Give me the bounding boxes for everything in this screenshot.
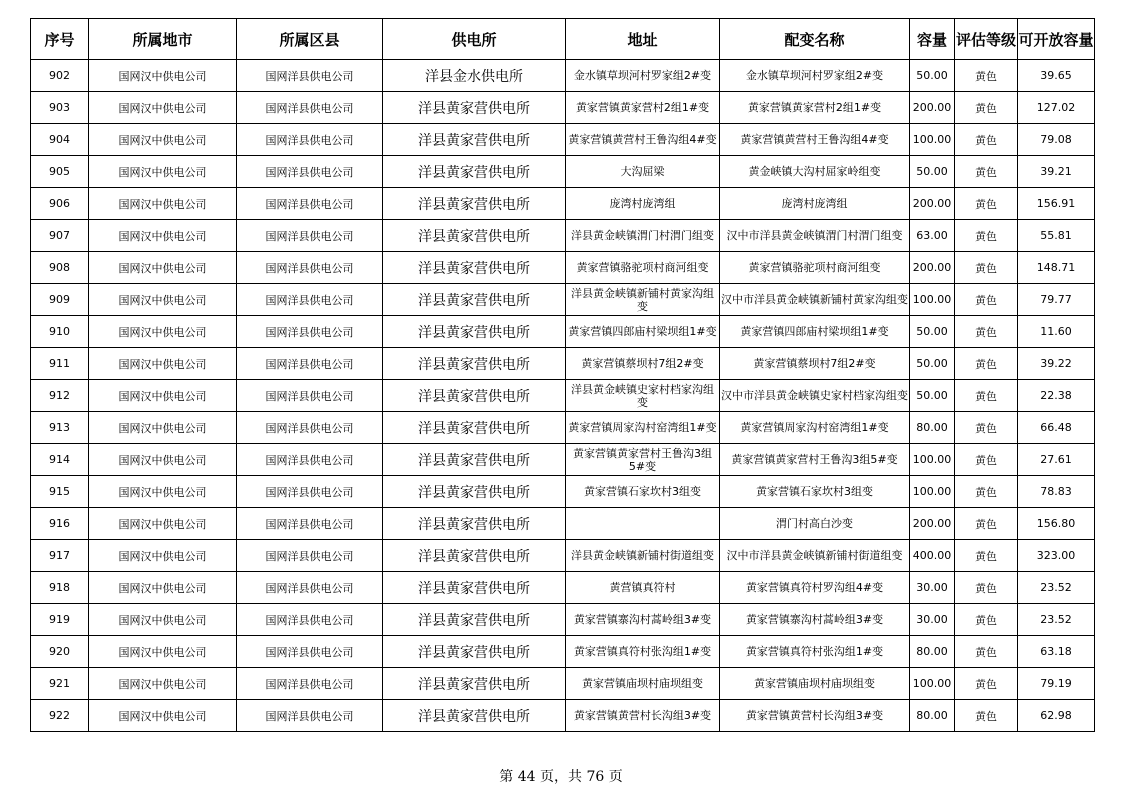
cell-level: 黄色: [955, 92, 1018, 124]
cell-county: 国网洋县供电公司: [237, 60, 383, 92]
cell-address: 黄家营镇黄营村长沟组3#变: [566, 700, 720, 732]
header-city: 所属地市: [89, 19, 237, 60]
cell-office: 洋县黄家营供电所: [383, 700, 566, 732]
cell-no: 905: [31, 156, 89, 188]
table-row: [31, 284, 1095, 316]
cell-capacity: 50.00: [910, 348, 955, 380]
table-row: [31, 636, 1095, 668]
cell-open-capacity: 156.91: [1018, 188, 1095, 220]
cell-city: 国网汉中供电公司: [89, 284, 237, 316]
cell-county: 国网洋县供电公司: [237, 700, 383, 732]
cell-city: 国网汉中供电公司: [89, 316, 237, 348]
cell-county: 国网洋县供电公司: [237, 476, 383, 508]
cell-city: 国网汉中供电公司: [89, 124, 237, 156]
cell-capacity: 30.00: [910, 572, 955, 604]
cell-transformer-name: 黄家营镇寨沟村蒿岭组3#变: [720, 604, 910, 636]
cell-level: 黄色: [955, 220, 1018, 252]
table-row: [31, 668, 1095, 700]
cell-no: 902: [31, 60, 89, 92]
cell-office: 洋县黄家营供电所: [383, 380, 566, 412]
header-open-capacity: 可开放容量: [1018, 19, 1095, 60]
cell-no: 910: [31, 316, 89, 348]
cell-transformer-name: 黄家营镇周家沟村窑湾组1#变: [720, 412, 910, 444]
cell-county: 国网洋县供电公司: [237, 572, 383, 604]
cell-transformer-name: 黄家营镇真符村罗沟组4#变: [720, 572, 910, 604]
cell-county: 国网洋县供电公司: [237, 124, 383, 156]
cell-address: [566, 508, 720, 540]
cell-transformer-name: 庞湾村庞湾组: [720, 188, 910, 220]
cell-capacity: 50.00: [910, 60, 955, 92]
cell-level: 黄色: [955, 668, 1018, 700]
cell-city: 国网汉中供电公司: [89, 572, 237, 604]
cell-office: 洋县黄家营供电所: [383, 572, 566, 604]
cell-transformer-name: 黄家营镇黄营村长沟组3#变: [720, 700, 910, 732]
cell-open-capacity: 39.22: [1018, 348, 1095, 380]
header-address: 地址: [566, 19, 720, 60]
cell-city: 国网汉中供电公司: [89, 60, 237, 92]
header-row: [31, 19, 1095, 60]
cell-county: 国网洋县供电公司: [237, 92, 383, 124]
cell-transformer-name: 汉中市洋县黄金峡镇渭门村渭门组变: [720, 220, 910, 252]
cell-no: 918: [31, 572, 89, 604]
cell-level: 黄色: [955, 60, 1018, 92]
cell-address: 黄家营镇周家沟村窑湾组1#变: [566, 412, 720, 444]
cell-office: 洋县黄家营供电所: [383, 604, 566, 636]
table-row: [31, 220, 1095, 252]
cell-capacity: 63.00: [910, 220, 955, 252]
table-row: [31, 444, 1095, 476]
cell-transformer-name: 黄家营镇骆驼项村商河组变: [720, 252, 910, 284]
table-row: [31, 700, 1095, 732]
cell-address: 洋县黄金峡镇史家村档家沟组变: [566, 380, 720, 412]
cell-transformer-name: 汉中市洋县黄金峡镇新铺村街道组变: [720, 540, 910, 572]
cell-level: 黄色: [955, 316, 1018, 348]
cell-address: 黄家营镇蔡坝村7组2#变: [566, 348, 720, 380]
cell-county: 国网洋县供电公司: [237, 604, 383, 636]
cell-address: 黄营镇真符村: [566, 572, 720, 604]
cell-no: 920: [31, 636, 89, 668]
cell-transformer-name: 汉中市洋县黄金峡镇新铺村黄家沟组变: [720, 284, 910, 316]
table-row: [31, 540, 1095, 572]
cell-open-capacity: 62.98: [1018, 700, 1095, 732]
cell-office: 洋县黄家营供电所: [383, 124, 566, 156]
cell-city: 国网汉中供电公司: [89, 348, 237, 380]
cell-office: 洋县黄家营供电所: [383, 252, 566, 284]
cell-transformer-name: 渭门村高白沙变: [720, 508, 910, 540]
cell-transformer-name: 金水镇草坝河村罗家组2#变: [720, 60, 910, 92]
distribution-transformer-table: [30, 18, 1095, 732]
cell-level: 黄色: [955, 604, 1018, 636]
cell-level: 黄色: [955, 508, 1018, 540]
cell-city: 国网汉中供电公司: [89, 540, 237, 572]
table-body: [31, 60, 1095, 732]
header-level: 评估等级: [955, 19, 1018, 60]
cell-capacity: 100.00: [910, 284, 955, 316]
cell-open-capacity: 39.65: [1018, 60, 1095, 92]
cell-address: 黄家营镇庙坝村庙坝组变: [566, 668, 720, 700]
cell-no: 919: [31, 604, 89, 636]
cell-address: 洋县黄金峡镇新铺村黄家沟组变: [566, 284, 720, 316]
cell-city: 国网汉中供电公司: [89, 412, 237, 444]
table-row: [31, 316, 1095, 348]
cell-no: 907: [31, 220, 89, 252]
cell-county: 国网洋县供电公司: [237, 156, 383, 188]
cell-city: 国网汉中供电公司: [89, 252, 237, 284]
table-row: [31, 508, 1095, 540]
cell-city: 国网汉中供电公司: [89, 380, 237, 412]
cell-transformer-name: 汉中市洋县黄金峡镇史家村档家沟组变: [720, 380, 910, 412]
cell-office: 洋县黄家营供电所: [383, 476, 566, 508]
cell-capacity: 100.00: [910, 444, 955, 476]
cell-address: 黄家营镇骆驼项村商河组变: [566, 252, 720, 284]
table-row: [31, 124, 1095, 156]
cell-office: 洋县黄家营供电所: [383, 220, 566, 252]
cell-address: 黄家营镇真符村张沟组1#变: [566, 636, 720, 668]
cell-capacity: 100.00: [910, 476, 955, 508]
cell-county: 国网洋县供电公司: [237, 284, 383, 316]
cell-office: 洋县金水供电所: [383, 60, 566, 92]
table-row: [31, 476, 1095, 508]
header-office: 供电所: [383, 19, 566, 60]
cell-level: 黄色: [955, 348, 1018, 380]
cell-capacity: 30.00: [910, 604, 955, 636]
table-row: [31, 604, 1095, 636]
header-transformer-name: 配变名称: [720, 19, 910, 60]
cell-no: 904: [31, 124, 89, 156]
cell-city: 国网汉中供电公司: [89, 188, 237, 220]
data-table-container: [30, 18, 1095, 732]
cell-city: 国网汉中供电公司: [89, 220, 237, 252]
cell-no: 903: [31, 92, 89, 124]
cell-transformer-name: 黄家营镇真符村张沟组1#变: [720, 636, 910, 668]
cell-capacity: 200.00: [910, 92, 955, 124]
cell-level: 黄色: [955, 444, 1018, 476]
cell-transformer-name: 黄金峡镇大沟村屈家岭组变: [720, 156, 910, 188]
cell-capacity: 50.00: [910, 156, 955, 188]
cell-open-capacity: 63.18: [1018, 636, 1095, 668]
cell-address: 洋县黄金峡镇新铺村街道组变: [566, 540, 720, 572]
cell-address: 黄家营镇四郎庙村梁坝组1#变: [566, 316, 720, 348]
cell-county: 国网洋县供电公司: [237, 220, 383, 252]
cell-no: 911: [31, 348, 89, 380]
cell-office: 洋县黄家营供电所: [383, 92, 566, 124]
cell-office: 洋县黄家营供电所: [383, 316, 566, 348]
cell-no: 915: [31, 476, 89, 508]
cell-capacity: 200.00: [910, 188, 955, 220]
cell-county: 国网洋县供电公司: [237, 540, 383, 572]
cell-address: 黄家营镇黄家营村王鲁沟3组5#变: [566, 444, 720, 476]
cell-level: 黄色: [955, 636, 1018, 668]
cell-transformer-name: 黄家营镇石家坎村3组变: [720, 476, 910, 508]
cell-open-capacity: 323.00: [1018, 540, 1095, 572]
cell-no: 922: [31, 700, 89, 732]
cell-county: 国网洋县供电公司: [237, 668, 383, 700]
cell-level: 黄色: [955, 572, 1018, 604]
cell-level: 黄色: [955, 380, 1018, 412]
cell-open-capacity: 79.08: [1018, 124, 1095, 156]
cell-transformer-name: 黄家营镇庙坝村庙坝组变: [720, 668, 910, 700]
cell-open-capacity: 148.71: [1018, 252, 1095, 284]
cell-no: 914: [31, 444, 89, 476]
cell-office: 洋县黄家营供电所: [383, 188, 566, 220]
cell-address: 洋县黄金峡镇渭门村渭门组变: [566, 220, 720, 252]
cell-county: 国网洋县供电公司: [237, 252, 383, 284]
cell-capacity: 100.00: [910, 124, 955, 156]
cell-city: 国网汉中供电公司: [89, 476, 237, 508]
cell-level: 黄色: [955, 412, 1018, 444]
header-county: 所属区县: [237, 19, 383, 60]
cell-office: 洋县黄家营供电所: [383, 444, 566, 476]
header-capacity: 容量: [910, 19, 955, 60]
cell-city: 国网汉中供电公司: [89, 700, 237, 732]
cell-transformer-name: 黄家营镇黄营村王鲁沟组4#变: [720, 124, 910, 156]
cell-capacity: 80.00: [910, 412, 955, 444]
cell-city: 国网汉中供电公司: [89, 604, 237, 636]
cell-no: 913: [31, 412, 89, 444]
cell-level: 黄色: [955, 700, 1018, 732]
cell-city: 国网汉中供电公司: [89, 636, 237, 668]
table-row: [31, 252, 1095, 284]
cell-no: 912: [31, 380, 89, 412]
cell-level: 黄色: [955, 540, 1018, 572]
cell-county: 国网洋县供电公司: [237, 412, 383, 444]
cell-office: 洋县黄家营供电所: [383, 348, 566, 380]
cell-office: 洋县黄家营供电所: [383, 540, 566, 572]
cell-transformer-name: 黄家营镇黄家营村王鲁沟3组5#变: [720, 444, 910, 476]
table-row: [31, 188, 1095, 220]
cell-open-capacity: 156.80: [1018, 508, 1095, 540]
cell-transformer-name: 黄家营镇四郎庙村梁坝组1#变: [720, 316, 910, 348]
cell-open-capacity: 23.52: [1018, 572, 1095, 604]
cell-no: 906: [31, 188, 89, 220]
cell-address: 黄家营镇黄家营村2组1#变: [566, 92, 720, 124]
cell-city: 国网汉中供电公司: [89, 92, 237, 124]
cell-no: 921: [31, 668, 89, 700]
cell-office: 洋县黄家营供电所: [383, 156, 566, 188]
cell-county: 国网洋县供电公司: [237, 636, 383, 668]
cell-city: 国网汉中供电公司: [89, 508, 237, 540]
table-row: [31, 572, 1095, 604]
cell-capacity: 80.00: [910, 700, 955, 732]
cell-county: 国网洋县供电公司: [237, 316, 383, 348]
cell-county: 国网洋县供电公司: [237, 188, 383, 220]
cell-capacity: 50.00: [910, 380, 955, 412]
cell-transformer-name: 黄家营镇黄家营村2组1#变: [720, 92, 910, 124]
cell-address: 庞湾村庞湾组: [566, 188, 720, 220]
cell-open-capacity: 127.02: [1018, 92, 1095, 124]
cell-level: 黄色: [955, 252, 1018, 284]
cell-open-capacity: 78.83: [1018, 476, 1095, 508]
cell-capacity: 400.00: [910, 540, 955, 572]
cell-county: 国网洋县供电公司: [237, 380, 383, 412]
cell-address: 黄家营镇黄营村王鲁沟组4#变: [566, 124, 720, 156]
cell-address: 金水镇草坝河村罗家组2#变: [566, 60, 720, 92]
table-row: [31, 60, 1095, 92]
cell-city: 国网汉中供电公司: [89, 668, 237, 700]
cell-open-capacity: 79.19: [1018, 668, 1095, 700]
table-row: [31, 348, 1095, 380]
cell-county: 国网洋县供电公司: [237, 444, 383, 476]
table-row: [31, 92, 1095, 124]
cell-address: 大沟屈梁: [566, 156, 720, 188]
cell-level: 黄色: [955, 156, 1018, 188]
cell-address: 黄家营镇石家坎村3组变: [566, 476, 720, 508]
cell-open-capacity: 39.21: [1018, 156, 1095, 188]
cell-address: 黄家营镇寨沟村蒿岭组3#变: [566, 604, 720, 636]
cell-city: 国网汉中供电公司: [89, 156, 237, 188]
cell-level: 黄色: [955, 284, 1018, 316]
cell-county: 国网洋县供电公司: [237, 508, 383, 540]
cell-capacity: 100.00: [910, 668, 955, 700]
cell-open-capacity: 55.81: [1018, 220, 1095, 252]
cell-no: 908: [31, 252, 89, 284]
cell-city: 国网汉中供电公司: [89, 444, 237, 476]
cell-open-capacity: 66.48: [1018, 412, 1095, 444]
page-footer: 第 44 页，共 76 页: [499, 769, 623, 785]
cell-no: 916: [31, 508, 89, 540]
table-row: [31, 380, 1095, 412]
cell-level: 黄色: [955, 124, 1018, 156]
cell-no: 909: [31, 284, 89, 316]
cell-open-capacity: 79.77: [1018, 284, 1095, 316]
cell-capacity: 200.00: [910, 252, 955, 284]
table-row: [31, 412, 1095, 444]
cell-office: 洋县黄家营供电所: [383, 412, 566, 444]
cell-open-capacity: 22.38: [1018, 380, 1095, 412]
cell-transformer-name: 黄家营镇蔡坝村7组2#变: [720, 348, 910, 380]
cell-county: 国网洋县供电公司: [237, 348, 383, 380]
cell-office: 洋县黄家营供电所: [383, 284, 566, 316]
cell-level: 黄色: [955, 476, 1018, 508]
cell-open-capacity: 11.60: [1018, 316, 1095, 348]
cell-open-capacity: 27.61: [1018, 444, 1095, 476]
table-row: [31, 156, 1095, 188]
cell-capacity: 80.00: [910, 636, 955, 668]
cell-open-capacity: 23.52: [1018, 604, 1095, 636]
cell-office: 洋县黄家营供电所: [383, 636, 566, 668]
cell-level: 黄色: [955, 188, 1018, 220]
cell-office: 洋县黄家营供电所: [383, 508, 566, 540]
cell-office: 洋县黄家营供电所: [383, 668, 566, 700]
cell-no: 917: [31, 540, 89, 572]
cell-capacity: 200.00: [910, 508, 955, 540]
cell-capacity: 50.00: [910, 316, 955, 348]
header-no: 序号: [31, 19, 89, 60]
